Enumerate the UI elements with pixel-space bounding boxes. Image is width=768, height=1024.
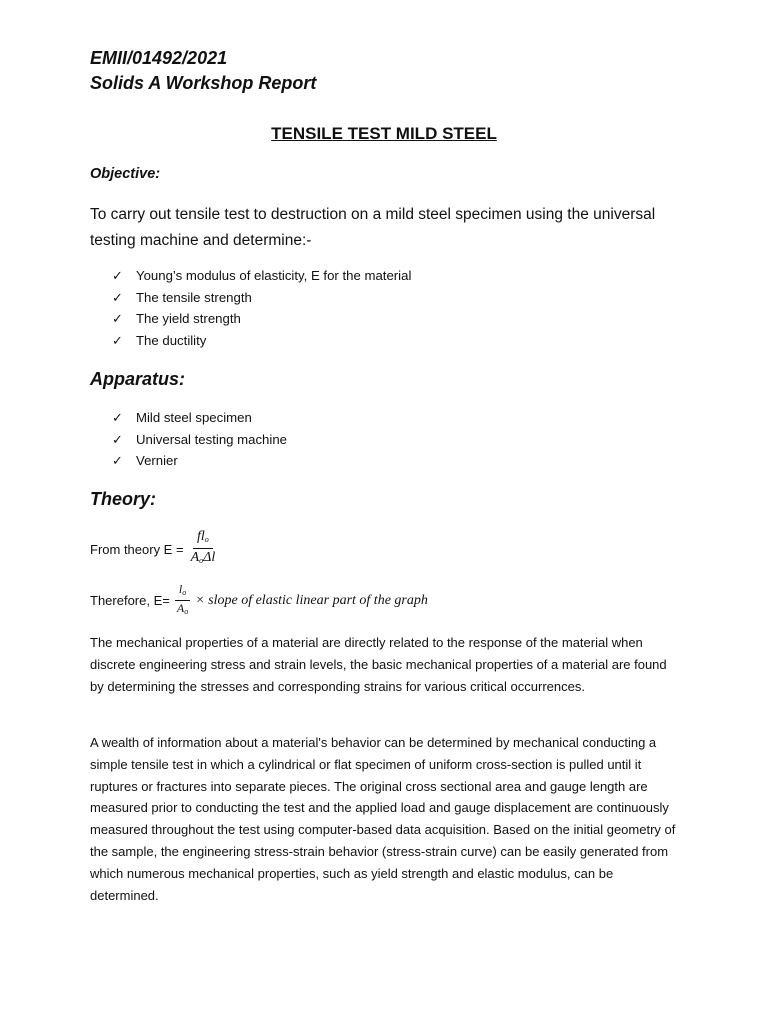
document-subtitle: Solids A Workshop Report: [90, 73, 317, 93]
document-reference: EMII/01492/2021: [90, 48, 228, 68]
equation-from-theory: [90, 528, 222, 570]
page-title: TENSILE TEST MILD STEEL: [271, 124, 497, 143]
apparatus-heading: Apparatus:: [90, 369, 186, 389]
check-icon: ✓: [112, 333, 123, 349]
list-item: ✓ The tensile strength: [112, 287, 411, 309]
list-item: ✓ Vernier: [112, 450, 287, 472]
theory-paragraph-2: A wealth of information about a material's behavior can be determined by mechanical conducting a simple tensile test in which a cylindrical or flat specimen of uniform cross-section is pulled until it ruptures or fractures into separate pieces. The original cross sectional area and gauge length are measured prior to conducting the test and the applied load and gauge displacement are continuously measured throughout the test using computer-based data acquisition. Based on the initial geometry of the sample, the engineering stress-strain behavior (stress-strain curve) can be easily generated from which numerous mechanical properties, such as yield strength and elastic modulus, can be determined.: [90, 735, 676, 903]
check-icon: ✓: [112, 453, 123, 469]
objective-list: [112, 265, 411, 352]
list-item: ✓ The yield strength: [112, 308, 411, 330]
equation-fraction: $\frac{fl_o}{A_o\Delta l}$: [190, 529, 216, 565]
apparatus-list: [112, 407, 287, 472]
check-icon: ✓: [112, 289, 123, 305]
equation-prefix: Therefore, E=: [90, 593, 170, 608]
equation-fraction: $\frac{l_o}{A_o}$: [176, 582, 189, 616]
list-item: ✓ Mild steel specimen: [112, 407, 287, 429]
equation-therefore: [90, 582, 428, 619]
theory-paragraph-1: The mechanical properties of a material are directly related to the response of the material when discrete engineering stress and strain levels, the basic mechanical properties of a material are found by determining the stresses and corresponding strains for various critical occurrences.: [90, 635, 667, 694]
check-icon: ✓: [112, 431, 123, 447]
check-icon: ✓: [112, 268, 123, 283]
theory-heading: Theory:: [90, 489, 157, 509]
objective-heading: Objective:: [90, 166, 161, 182]
list-item: ✓ Young’s modulus of elasticity, E for the material: [112, 265, 411, 287]
equation-suffix: × slope of elastic linear part of the graph: [195, 592, 428, 608]
list-item: ✓ Universal testing machine: [112, 429, 287, 451]
equation-prefix: From theory E =: [90, 541, 184, 557]
list-item: ✓ The ductility: [112, 330, 411, 352]
check-icon: ✓: [112, 311, 123, 327]
objective-lead: To carry out tensile test to destruction on a mild steel specimen using the universal testing machine and determine:-: [90, 206, 656, 249]
check-icon: ✓: [112, 410, 123, 425]
